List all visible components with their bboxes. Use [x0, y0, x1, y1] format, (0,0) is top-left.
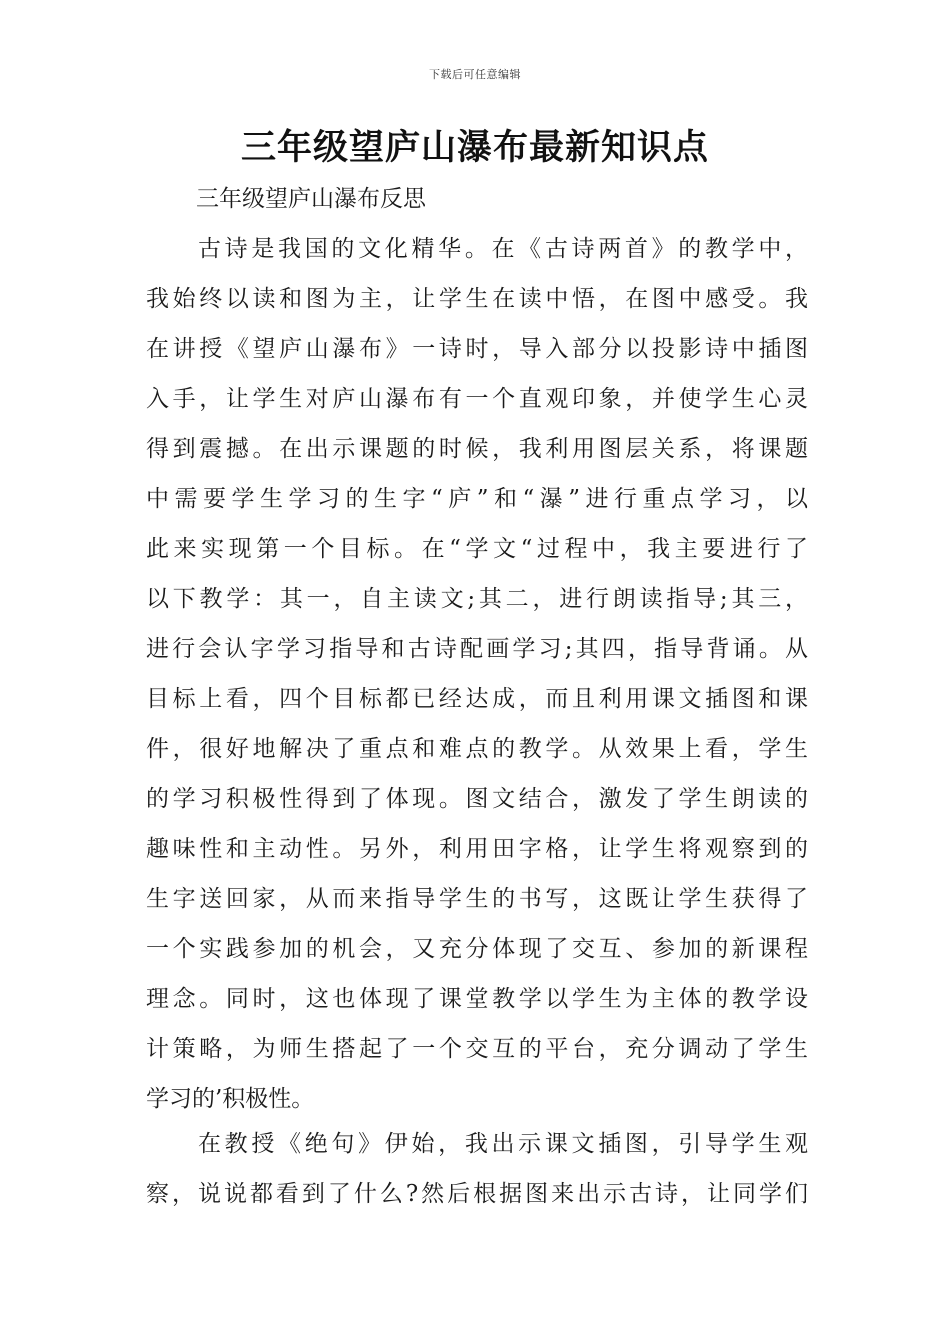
paragraph-line: 生字送回家，从而来指导学生的书写，这既让学生获得了	[146, 886, 808, 912]
paragraph-line: 以下教学：其一，自主读文;其二，进行朗读指导;其三，	[146, 586, 808, 612]
paragraph-line: 进行会认字学习指导和古诗配画学习;其四，指导背诵。从	[146, 636, 808, 662]
paragraph-line: 件，很好地解决了重点和难点的教学。从效果上看，学生	[146, 736, 808, 762]
paragraph-line: 学习的’积极性。	[146, 1086, 315, 1112]
paragraph-line: 的学习积极性得到了体现。图文结合，激发了学生朗读的	[146, 786, 808, 812]
paragraph-line: 中需要学生学习的生字“庐”和“瀑”进行重点学习，以	[146, 486, 808, 512]
paragraph-1	[146, 224, 808, 1124]
paragraph-line: 察，说说都看到了什么?然后根据图来出示古诗，让同学们	[146, 1181, 808, 1207]
document-subtitle: 三年级望庐山瀑布反思	[196, 186, 426, 212]
paragraph-line: 在讲授《望庐山瀑布》一诗时，导入部分以投影诗中插图	[146, 336, 808, 362]
header-note: 下载后可任意编辑	[429, 68, 521, 81]
paragraph-line: 古诗是我国的文化精华。在《古诗两首》的教学中，	[198, 236, 808, 262]
paragraph-line: 我始终以读和图为主，让学生在读中悟，在图中感受。我	[146, 286, 808, 312]
paragraph-line: 计策略，为师生搭起了一个交互的平台，充分调动了学生	[146, 1036, 808, 1062]
paragraph-line: 理念。同时，这也体现了课堂教学以学生为主体的教学设	[146, 986, 808, 1012]
paragraph-line: 一个实践参加的机会，又充分体现了交互、参加的新课程	[146, 936, 808, 962]
paragraph-line: 趣味性和主动性。另外，利用田字格，让学生将观察到的	[146, 836, 808, 862]
paragraph-line: 在教授《绝句》伊始，我出示课文插图，引导学生观	[198, 1131, 808, 1157]
paragraph-line: 入手，让学生对庐山瀑布有一个直观印象，并使学生心灵	[146, 386, 808, 412]
paragraph-2	[146, 1119, 808, 1219]
paragraph-line: 此来实现第一个目标。在“学文“过程中，我主要进行了	[146, 536, 808, 562]
paragraph-line: 得到震撼。在出示课题的时候，我利用图层关系，将课题	[146, 436, 808, 462]
paragraph-line: 目标上看，四个目标都已经达成，而且利用课文插图和课	[146, 686, 808, 712]
document-title: 三年级望庐山瀑布最新知识点	[240, 128, 709, 168]
